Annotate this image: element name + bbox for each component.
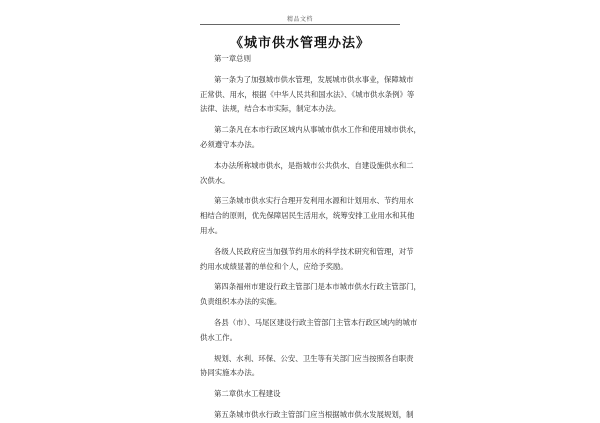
- paragraph: [200, 316, 418, 346]
- paragraph-line: 本办法所称城市供水，是指城市公共供水、自建设施供水和二: [214, 160, 414, 170]
- paragraph-line: 第一条为了加强城市供水管理，发展城市供水事业，保障城市: [214, 74, 414, 84]
- paragraph-line: 第三条城市供水实行合理开发利用水源和计划用水、节约用水: [214, 196, 414, 206]
- paragraph-line: 必须遵守本办法。: [200, 139, 260, 149]
- paragraph: [200, 387, 400, 402]
- paragraph-line: 协同实施本办法。: [200, 368, 260, 378]
- paragraph-line: 第四条福州市建设行政主管部门是本市城市供水行政主管部门，: [214, 282, 421, 292]
- paragraph-line: 用水。: [200, 225, 223, 235]
- paragraph: [200, 159, 414, 189]
- paragraph-line: 第一章总则: [214, 54, 251, 63]
- paragraph-line: 约用水成绩显著的单位和个人，应给予奖励。: [200, 261, 348, 271]
- paragraph: [200, 352, 414, 382]
- header-label: 精品文档: [286, 16, 313, 23]
- paragraph-line: 次供水。: [200, 175, 230, 185]
- document-title: 《城市供水管理办法》: [229, 36, 370, 51]
- paragraph: [200, 123, 421, 153]
- paragraph-line: 正常供、用水，根据《中华人民共和国水法》、《城市供水条例》等: [200, 89, 415, 99]
- paragraph: [200, 245, 414, 275]
- paragraph: [200, 52, 400, 67]
- paragraph: [200, 194, 415, 238]
- paragraph: [200, 408, 414, 423]
- paragraph: [200, 280, 421, 310]
- paragraph-line: 规划、水利、环保、公安、卫生等有关部门应当按照各自职责: [214, 353, 414, 363]
- paragraph-line: 供水工作。: [200, 332, 237, 342]
- paragraph-line: 各级人民政府应当加强节约用水的科学技术研究和管理，对节: [214, 246, 414, 256]
- paragraph-line: 第二条凡在本市行政区域内从事城市供水工作和使用城市供水，: [214, 125, 421, 135]
- paragraph-line: 负责组织本办法的实施。: [200, 297, 282, 307]
- header-divider: [200, 24, 400, 25]
- paragraph-line: 相结合的原则，优先保障居民生活用水，统筹安排工业用水和其他: [200, 211, 415, 221]
- paragraph-line: 各县（市）、马尾区建设行政主管部门主管本行政区域内的城市: [214, 317, 418, 327]
- paragraph: [200, 73, 415, 117]
- paragraph-line: 第二章供水工程建设: [214, 389, 281, 399]
- document-body: [200, 52, 421, 423]
- paragraph-line: 第五条城市供水行政主管部门应当根据城市供水发展规划，制: [214, 409, 414, 419]
- paragraph-line: 法律、法规，结合本市实际，制定本办法。: [200, 104, 341, 114]
